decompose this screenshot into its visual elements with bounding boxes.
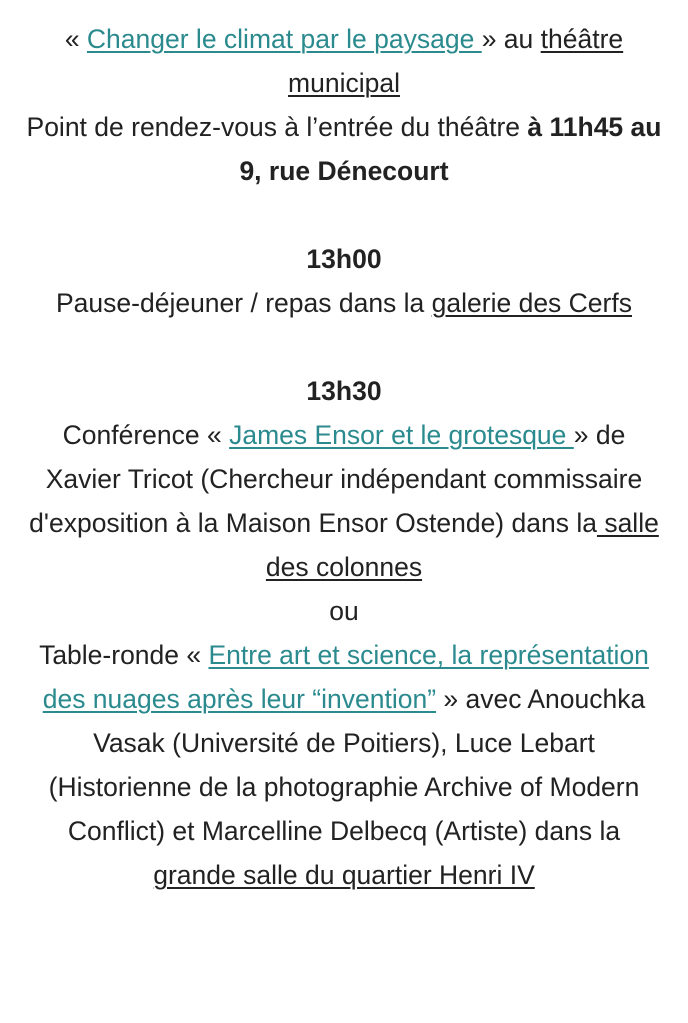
time-1330: 13h30 (306, 376, 382, 406)
conference-prefix: Conférence « (62, 420, 230, 450)
meeting-point-text: Point de rendez-vous à l’entrée du théâtre (26, 112, 528, 142)
lunch-text: Pause-déjeuner / repas dans la (56, 288, 432, 318)
link-grande-salle-henri-iv[interactable]: grande salle du quartier Henri IV (153, 860, 535, 890)
table-ronde-prefix: Table-ronde « (39, 640, 209, 670)
time-1300: 13h00 (306, 244, 382, 274)
spacer (26, 193, 662, 237)
block-lunch (26, 237, 662, 325)
link-galerie-des-cerfs[interactable]: galerie des Cerfs (431, 288, 632, 318)
link-entre-art-et-science[interactable]: Entre art et science, la représentation des nuages après leur “invention” (42, 640, 649, 714)
meeting-point-time: à 11h45 au 9, rue Dénecourt (239, 112, 662, 186)
block-paysage (26, 17, 662, 193)
link-salle-des-colonnes[interactable]: salle des colonnes (265, 508, 659, 582)
link-changer-le-climat[interactable]: Changer le climat par le paysage (86, 24, 482, 54)
quote-open: « (64, 24, 87, 54)
spacer (26, 325, 662, 369)
quote-close-text: » au (481, 24, 541, 54)
or-separator: ou (329, 596, 359, 626)
block-afternoon (26, 369, 662, 897)
conference-description: » de Xavier Tricot (Chercheur indépendant commissaire d'exposition à la Maison Ensor Ostende) dans la (29, 420, 643, 538)
table-ronde-description: » avec Anouchka Vasak (Université de Poitiers), Luce Lebart (Historienne de la photographie Archive of Modern Conflict) et Marcelline Delbecq (Artiste) dans la (48, 684, 646, 846)
link-james-ensor[interactable]: James Ensor et le grotesque (229, 420, 574, 450)
link-theatre-municipal[interactable]: théâtre municipal (288, 24, 624, 98)
